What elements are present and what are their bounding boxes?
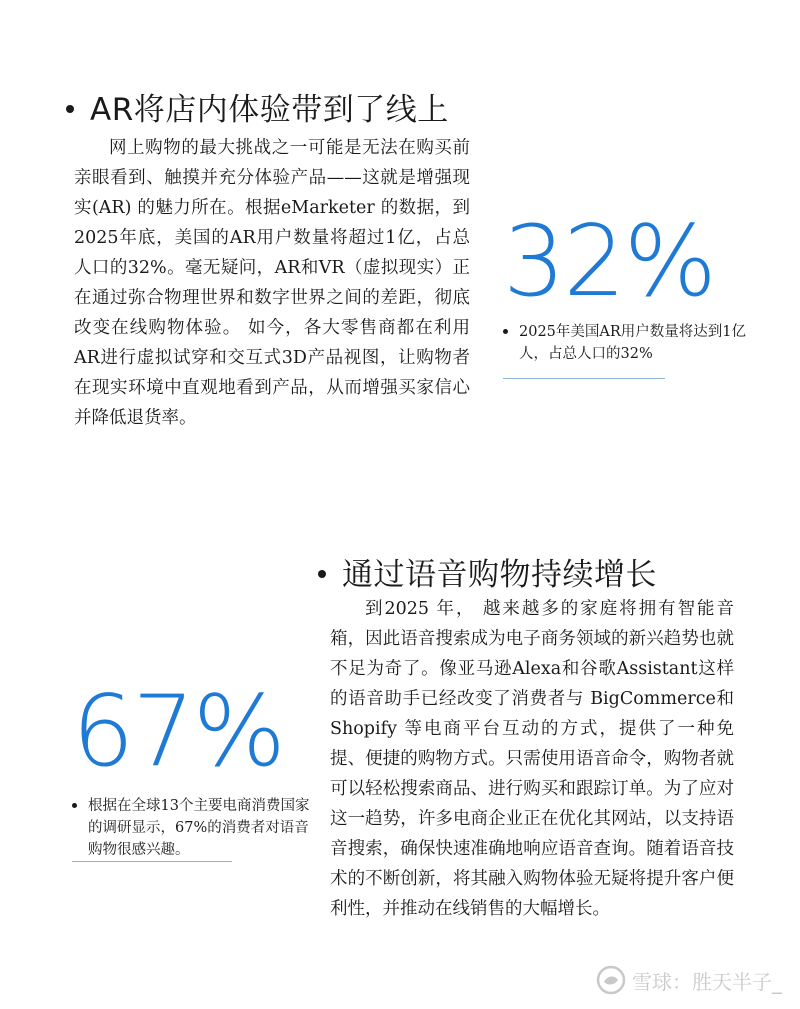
snowball-logo-icon <box>596 965 626 995</box>
voice-stat-caption-text: 根据在全球13个主要电商消费国家的调研显示，67%的消费者对语音购物很感兴趣。 <box>88 798 310 858</box>
watermark <box>596 965 782 995</box>
voice-stat-value: 67% <box>72 675 284 789</box>
voice-section-body <box>330 594 734 924</box>
ar-section-body <box>74 133 470 433</box>
heading-bullet-icon <box>66 105 74 113</box>
ar-section-heading <box>66 84 449 129</box>
voice-stat-divider <box>72 861 232 862</box>
voice-stat-caption <box>72 795 312 861</box>
voice-heading-text: 通过语音购物持续增长 <box>342 557 657 593</box>
ar-stat-caption-text: 2025年美国AR用户数量将达到1亿人，占总人口的32% <box>519 324 747 362</box>
voice-section-heading <box>318 549 657 594</box>
caption-bullet-icon <box>72 803 77 808</box>
ar-body-paragraph: 网上购物的最大挑战之一可能是无法在购买前亲眼看到、触摸并充分体验产品——这就是增强现实(AR) 的魅力所在。根据eMarketer 的数据，到2025年底，美国的AR用户数量将超过1亿，占总人口的32%。毫无疑问，AR和VR（虚拟现实）正在通过弥合物理世界和数字世界之间的差距，彻底改变在线购物体验。 如今，各大零售商都在利用AR进行虚拟试穿和交互式3D产品视图，让购物者在现实环境中直观地看到产品，从而增强买家信心并降低退货率。 <box>74 138 470 428</box>
ar-stat-divider <box>503 378 665 379</box>
ar-heading-text: AR将店内体验带到了线上 <box>90 92 449 128</box>
heading-bullet-icon <box>318 570 326 578</box>
voice-body-paragraph: 到2025 年， 越来越多的家庭将拥有智能音箱，因此语音搜索成为电子商务领域的新兴趋势也就不足为奇了。像亚马逊Alexa和谷歌Assistant这样的语音助手已经改变了消费者与 BigCommerce和Shopify 等电商平台互动的方式，提供了一种免提、便捷的购物方式。只需使用语音命令，购物者就可以轻松搜索商品、进行购买和跟踪订单。为了应对这一趋势，许多电商企业正在优化其网站，以支持语音搜索，确保快速准确地响应语音查询。随着语音技术的不断创新，将其融入购物体验无疑将提升客户便利性，并推动在线销售的大幅增长。 <box>330 599 734 919</box>
caption-bullet-icon <box>503 329 508 334</box>
watermark-text: 雪球：胜天半子_ <box>632 969 782 994</box>
ar-stat-caption <box>503 321 753 365</box>
ar-stat-value: 32% <box>503 205 715 319</box>
